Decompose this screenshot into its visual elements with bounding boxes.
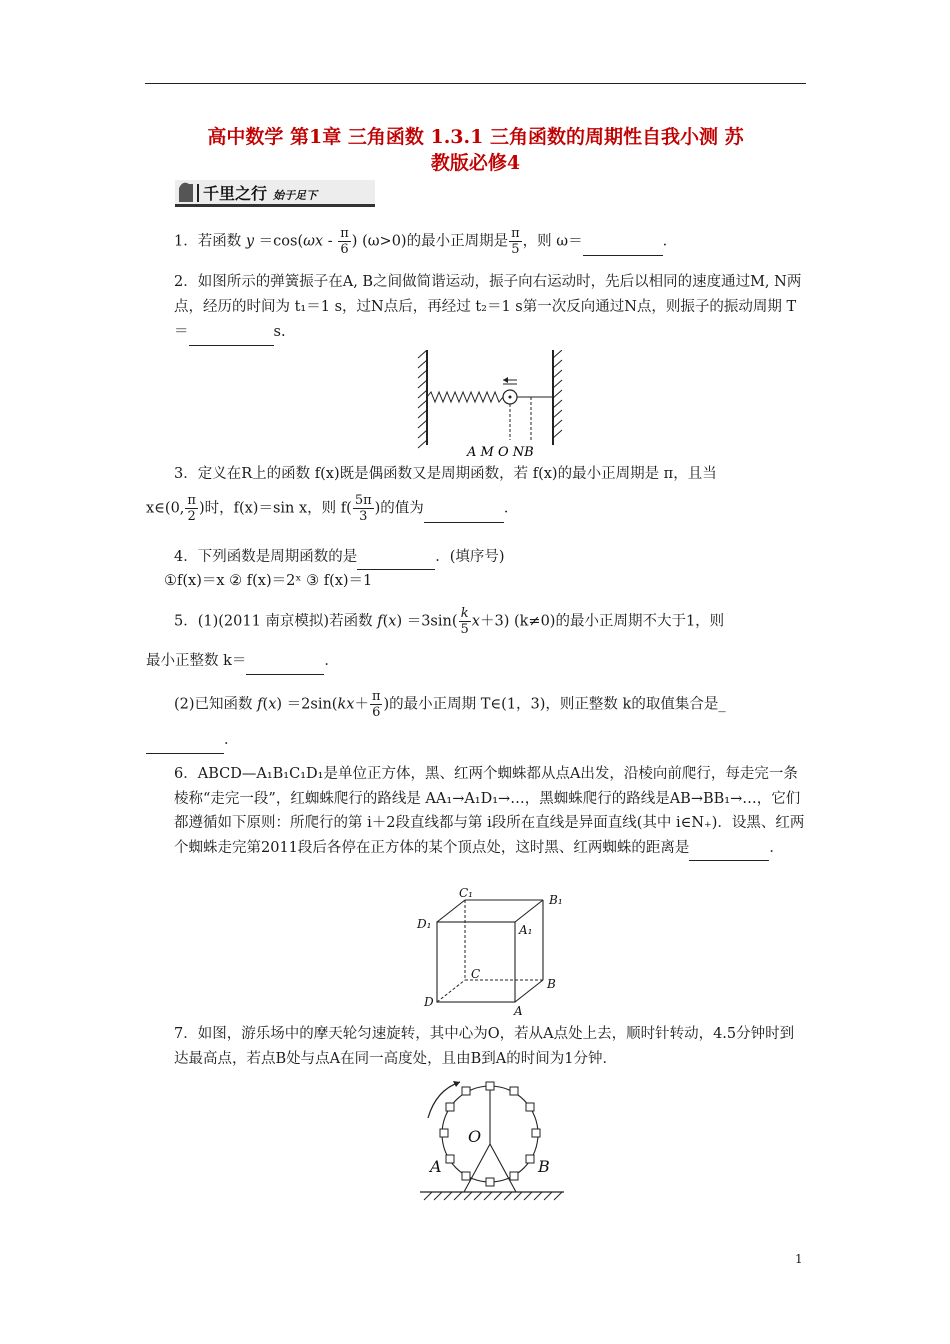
label-A: A (514, 1004, 523, 1016)
q3-text-a: 3．定义在R上的函数 f(x)既是偶函数又是周期函数，若 f(x)的最小正周期是 π，且当 (174, 466, 717, 482)
q1-frac-1: $\frac{\pi}{6}$ (340, 226, 349, 257)
q1-text-c: ，则 ω＝ (522, 233, 583, 250)
section-banner (175, 178, 375, 208)
q2-blank (189, 320, 274, 346)
q5-text-a: 5．(1)(2011 南京模拟)若函数 (174, 613, 373, 630)
q3-blank (424, 497, 504, 523)
label-B: B (538, 1157, 550, 1176)
q5-text-b: (k≠0)的最小正周期不大于1，则 (513, 613, 725, 630)
label-D1: D₁ (417, 917, 432, 931)
spring-labels: A M O NB (467, 445, 534, 458)
q3-frac-1: $\frac{\pi}{2}$ (187, 493, 196, 524)
spring-oscillator-figure (415, 350, 565, 458)
ferris-wheel-figure (418, 1078, 568, 1204)
q5-text-c: 最小正整数 k＝ (146, 653, 247, 669)
q4-blank (357, 546, 435, 570)
question-2: 2．如图所示的弹簧振子在A, B之间做简谐运动，振子向右运动时，先后以相同的速度通过M, N两点，经历的时间为 t₁＝1 s，过N点后，再经过 t₂＝1 s第一次反向通过N点，则振子的振动周期 T＝ s. (146, 270, 808, 346)
question-3: 3．定义在R上的函数 f(x)既是偶函数又是周期函数，若 f(x)的最小正周期是 π，且当 x∈(0, $\frac{\pi}{2}$ )时，f(x)＝sin x，则 f( $\frac{5\pi}{3}$ )的值为 ． (146, 466, 717, 524)
label-B: B (547, 977, 556, 991)
label-C1: C₁ (459, 888, 473, 900)
label-B1: B₁ (549, 893, 563, 907)
q5-text-e: (2)已知函数 (174, 696, 253, 713)
q1-blank (583, 230, 663, 256)
top-rule (145, 83, 806, 84)
ink-bottle-icon (179, 183, 193, 202)
q2-text: 2．如图所示的弹簧振子在A, B之间做简谐运动，振子向右运动时，先后以相同的速度通过M, N两点，经历的时间为 t₁＝1 s，过N点后，再经过 t₂＝1 s第一次反向通过N点，则振子的振动周期 T＝ (174, 274, 802, 340)
q5-blank-2 (146, 728, 224, 754)
banner-text: 千里之行 (203, 184, 268, 203)
banner-subtext: 始于足下 (273, 189, 317, 202)
q5-text-f: 的最小正周期 T∈(1，3)，则正整数 k的取值集合是_ (389, 696, 726, 713)
q3-text-b: x∈(0, (146, 500, 185, 517)
q4-text-a: 4．下列函数是周期函数的是 (174, 549, 358, 565)
cube-figure (415, 888, 575, 1016)
q3-text-d: )的值为 (374, 500, 424, 517)
q4-options: ①f(x)＝x ② f(x)＝2ˣ ③ f(x)＝1 (164, 573, 373, 589)
title-line-1: 高中数学 第1章 三角函数 1.3.1 三角函数的周期性自我小测 苏 (207, 126, 744, 148)
question-6: 6．ABCD—A₁B₁C₁D₁是单位正方体，黑、红两个蜘蛛都从点A出发，沿棱向前爬行，每走完一条棱称“走完一段”，红蜘蛛爬行的路线是 AA₁→A₁D₁→…，黑蜘蛛爬行的路线是AB→BB₁→…，它们都遵循如下原则：所爬行的第 i＋2段直线都与第 i段所在直线是异面直线(其中 i∈N₊)．设黑、红两个蜘蛛走完第2011段后各停在正方体的某个顶点处，这时黑、红两蜘蛛的距离是 ． (146, 762, 808, 861)
question-4: 4．下列函数是周期函数的是 ．(填序号) ①f(x)＝x ② f(x)＝2ˣ ③ f(x)＝1 (146, 546, 808, 593)
q5-frac-1: $\frac{k}{5}$ (460, 606, 469, 637)
label-C: C (471, 967, 481, 981)
question-1: 1．若函数 y ＝cos(ωx - $\frac{\pi}{6}$ ) (ω>0)的最小正周期是 $\frac{\pi}{5}$ ，则 ω＝ ． (174, 226, 678, 257)
q7-text: 7．如图，游乐场中的摩天轮匀速旋转，其中心为O，若从A点处上去，顺时针转动，4.5分钟时到达最高点，若点B处与点A在同一高度处，且由B到A的时间为1分钟． (174, 1026, 795, 1067)
page-number: 1 (795, 1252, 803, 1266)
label-A1: A₁ (519, 923, 533, 937)
question-5: 5．(1)(2011 南京模拟)若函数 f(x) ＝3sin( $\frac{k}{5}$ x＋3) (k≠0)的最小正周期不大于1，则 最小正整数 k＝ ． (2)已知函数 f(x) ＝2sin(kx＋ $\frac{\pi}{6}$ )的最小正周期 T∈(1，3)，则正整数 k的取值集合是_ ． (146, 606, 808, 754)
q1-func: y (245, 233, 255, 250)
q3-text-c: )时，f(x)＝sin x，则 f( (198, 500, 352, 517)
label-A: A (430, 1157, 442, 1176)
q5-frac-2: $\frac{\pi}{6}$ (371, 689, 381, 720)
q6-blank (689, 836, 769, 862)
q1-text-a: 1．若函数 (174, 233, 242, 250)
q1-text-b: (ω>0)的最小正周期是 (362, 233, 509, 250)
page-title (145, 124, 806, 176)
q3-frac-2: $\frac{5\pi}{3}$ (354, 493, 372, 524)
title-line-2: 教版必修4 (430, 152, 521, 174)
question-7 (146, 1022, 808, 1071)
q1-frac-2: $\frac{\pi}{5}$ (511, 226, 520, 257)
q5-blank-1 (246, 649, 324, 675)
label-O: O (468, 1127, 482, 1146)
q6-text: 6．ABCD—A₁B₁C₁D₁是单位正方体，黑、红两个蜘蛛都从点A出发，沿棱向前爬行，每走完一条棱称“走完一段”，红蜘蛛爬行的路线是 AA₁→A₁D₁→…，黑蜘蛛爬行的路线是AB→BB₁→…，它们都遵循如下原则：所爬行的第 i＋2段直线都与第 i段所在直线是异面直线(其中 i∈N₊)．设黑、红两个蜘蛛走完第2011段后各停在正方体的某个顶点处，这时黑、红两蜘蛛的距离是 (174, 766, 805, 856)
label-D: D (424, 995, 434, 1009)
